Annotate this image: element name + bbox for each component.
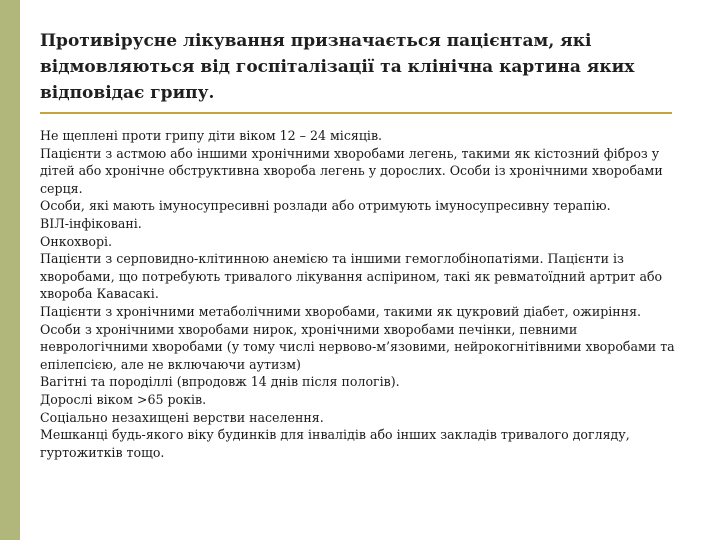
list-item: Особи, які мають імуносупресивні розлади або отримують імуносупресивну терапію. — [40, 198, 611, 214]
list-item: Особи з хронічними хворобами нирок, хронічними хворобами печінки, певними неврологічними хворобами (у тому числі нервово-м’язовими, нейрокогнітівними хворобами та епілепсією, але не включаючи аутизм) — [40, 321, 675, 372]
list-item: Не щеплені проти грипу діти віком 12 – 24 місяців. — [40, 128, 383, 143]
list-item: Соціально незахищені верстви населення. — [40, 409, 324, 425]
title-divider — [40, 112, 672, 114]
list-item: Пацієнти з хронічними метаболічними хворобами, такими як цукровий діабет, ожиріння. — [40, 303, 642, 319]
slide-title: Противірусне лікування призначається пацієнтам, які відмовляються від госпіталізації та клінічна картина яких відповідає грипу. — [40, 31, 635, 103]
list-item: Вагітні та породіллі (впродовж 14 днів після пологів). — [40, 374, 400, 390]
list-item: Пацієнти з серповидно-клітинною анемією та іншими гемоглобінопатіями. Пацієнти із хворобами, що потребують тривалого лікування аспірином, такі як ревматоїдний артрит або хвороба Кавасакі. — [40, 251, 663, 302]
list-item: ВІЛ-інфіковані. — [40, 215, 142, 231]
list-item: Онкохворі. — [40, 233, 113, 249]
list-item: Пацієнти з астмою або іншими хронічними хворобами легень, такими як кістозний фіброз у дітей або хронічне обструктивна хвороба легень у дорослих. Особи із хронічними хворобами серця. — [40, 145, 663, 196]
left-accent-bar — [0, 0, 20, 540]
list-item: Дорослі віком >65 років. — [40, 391, 207, 407]
list-item: Мешканці будь-якого віку будинків для інвалідів або інших закладів тривалого догляду, гуртожитків тощо. — [40, 427, 630, 460]
slide-body — [40, 127, 685, 461]
